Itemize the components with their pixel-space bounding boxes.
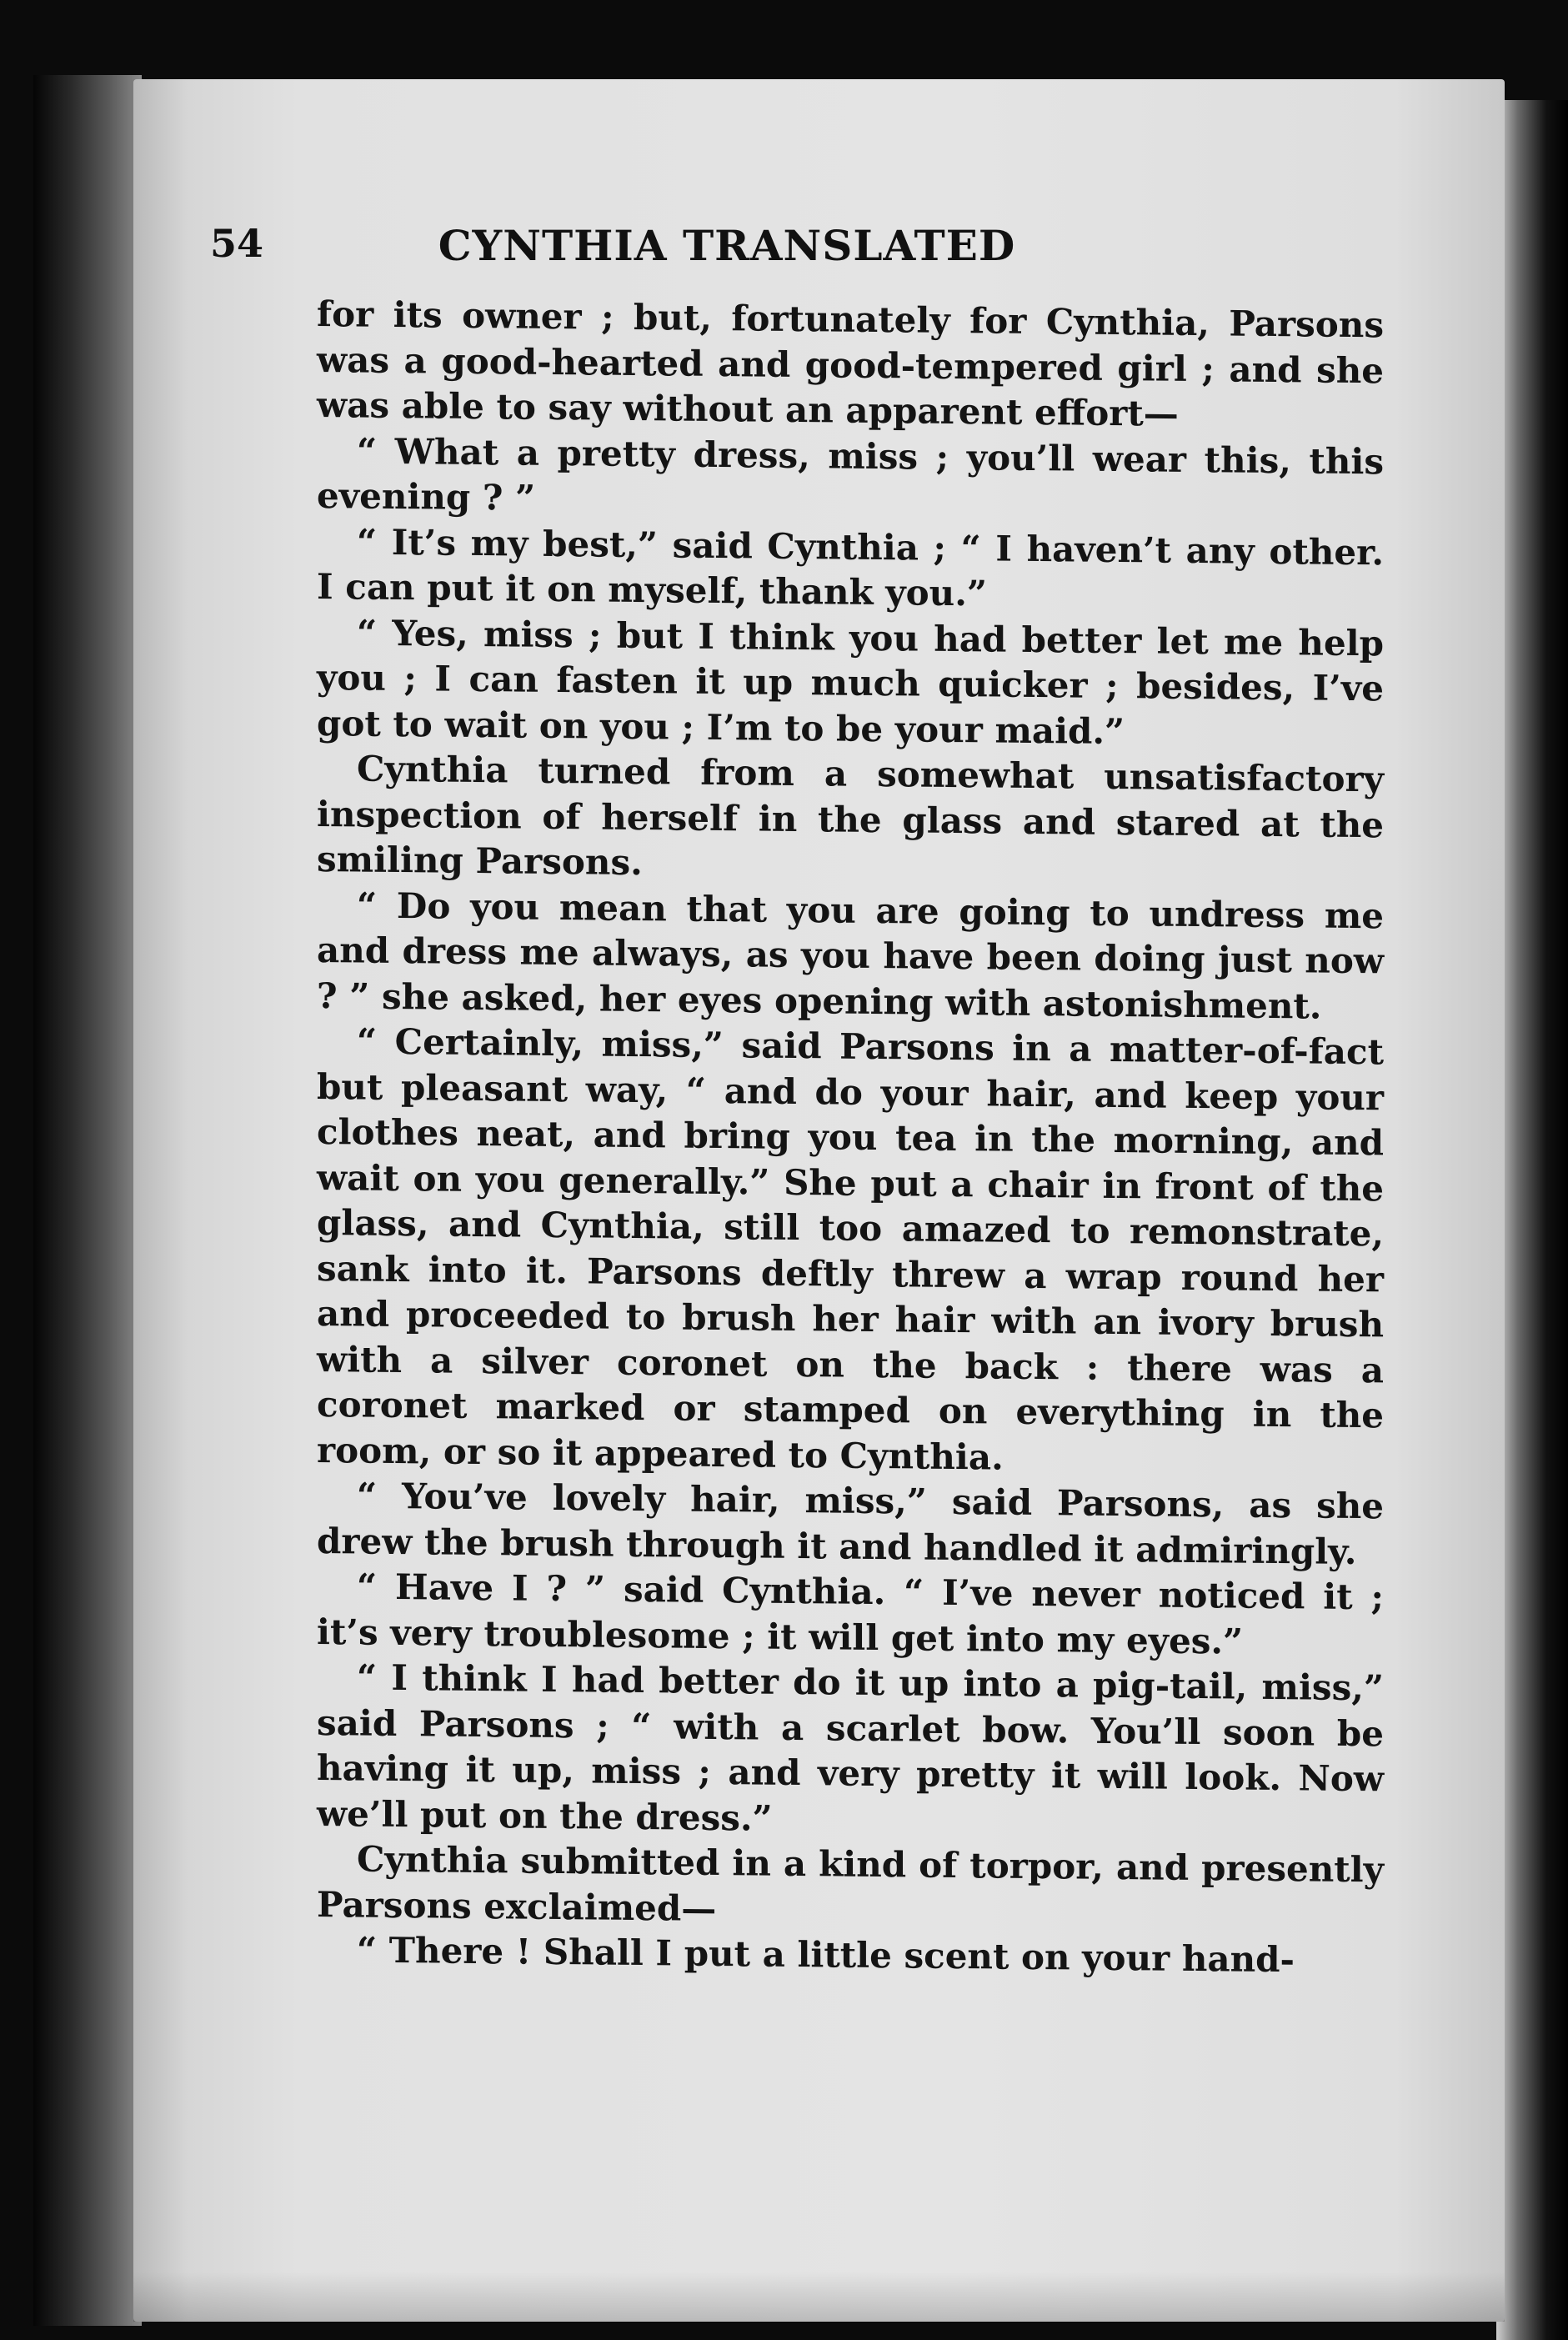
running-title: CYNTHIA TRANSLATED — [438, 221, 1016, 270]
page-header — [210, 221, 1177, 288]
paragraph: “ Certainly, miss,” said Parsons in a matter-of-fact but pleasant way, “ and do your hair, and keep your clothes neat, and bring you tea in the morning, and wait on you generally.” She put a chair in front of the glass, and Cynthia, still too amazed to remonstrate, sank into it. Parsons deftly threw a wrap round her and proceeded to brush her hair with an ivory brush with a silver coronet on the back : there was a coronet marked or stamped on everything in the room, or so it appeared to Cynthia. — [317, 1020, 1384, 1478]
paragraph: “ Do you mean that you are going to undress me and dress me always, as you have been doing just now ? ” she asked, her eyes opening with astonishment. — [317, 884, 1384, 1027]
paragraph: “ It’s my best,” said Cynthia ; “ I haven’t any other. I can put it on myself, thank you.” — [317, 521, 1384, 614]
paragraph: Cynthia submitted in a kind of torpor, and presently Parsons exclaimed— — [317, 1838, 1384, 1929]
paragraph: for its owner ; but, fortunately for Cynthia, Parsons was a good-hearted and good-tempered girl ; and she was able to say without an apparent effort— — [317, 293, 1384, 434]
paragraph: “ Yes, miss ; but I think you had better let me help you ; I can fasten it up much quicker ; besides, I’ve got to wait on you ; I’m to be your maid.” — [317, 612, 1384, 752]
book-spine-left — [33, 75, 142, 2326]
paragraph: “ You’ve lovely hair, miss,” said Parsons, as she drew the brush through it and handled it admiringly. — [317, 1475, 1384, 1572]
page-number: 54 — [210, 221, 264, 266]
paragraph: “ There ! Shall I put a little scent on your hand- — [357, 1929, 1295, 1981]
paragraph: “ I think I had better do it up into a pig-tail, miss,” said Parsons ; “ with a scarlet bow. You’ll soon be having it up, miss ; and very pretty it will look. Now we’ll put on the dress.” — [317, 1656, 1384, 1839]
page-shadow — [133, 2272, 1505, 2322]
paragraph: “ Have I ? ” said Cynthia. “ I’ve never noticed it ; it’s very troublesome ; it will get into my eyes.” — [317, 1566, 1384, 1662]
paragraph: Cynthia turned from a somewhat unsatisfactory inspection of herself in the glass and stared at the smiling Parsons. — [317, 748, 1384, 884]
paragraph: “ What a pretty dress, miss ; you’ll wear this, this evening ? ” — [317, 430, 1384, 519]
body-text — [317, 292, 1384, 1984]
book-edge-right — [1496, 100, 1568, 2340]
